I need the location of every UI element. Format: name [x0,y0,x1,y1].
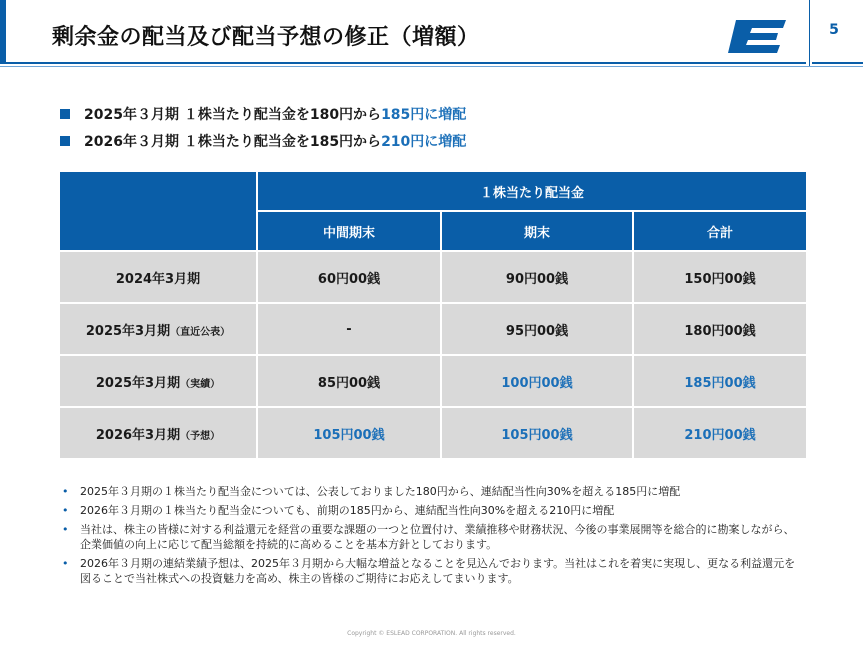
table-row [60,356,806,406]
bullet-dot-icon: • [62,557,69,570]
bullet-dot-icon: • [62,504,69,517]
column-header-total: 合計 [634,212,806,250]
left-accent-bar [0,0,6,62]
note-item [62,503,802,518]
row-label: 2026年3月期（予想） [60,408,256,458]
cell-total: 150円00銭 [634,252,806,302]
header-rule [0,62,806,64]
notes-list [62,484,802,590]
summary-text: 2025年３月期 １株当たり配当金を180円から [84,106,382,123]
company-logo [726,16,788,56]
note-text: 2026年３月期の１株当たり配当金についても、前期の185円から、連結配当性向30%を超える210円に増配 [80,504,615,517]
page-number: 5 [829,22,839,38]
copyright-footer: Copyright © ESLEAD CORPORATION. All rights reserved. [347,630,516,637]
page-title: 剰余金の配当及び配当予想の修正（増額） [52,25,480,50]
summary-bullets [60,100,466,154]
bullet-dot-icon: • [62,523,69,536]
header-rule-right [812,62,863,64]
table-row [60,408,806,458]
note-text: 2025年３月期の１株当たり配当金については、公表しておりました180円から、連結配当性向30%を超える185円に増配 [80,485,681,498]
cell-year-end: 105円00銭 [442,408,632,458]
cell-year-end: 95円00銭 [442,304,632,354]
table-row [60,304,806,354]
row-label: 2024年3月期 [60,252,256,302]
row-label: 2025年3月期（実績） [60,356,256,406]
note-text: 当社は、株主の皆様に対する利益還元を経営の重要な課題の一つと位置付け、業績推移や財務状況、今後の事業展開等を総合的に勘案しながら、企業価値の向上に応じて配当総額を持続的に高めることを基本方針としております。 [80,523,795,551]
cell-interim: 105円00銭 [258,408,440,458]
summary-highlight: 210円に増配 [381,133,467,150]
group-header: １株当たり配当金 [258,172,806,210]
square-bullet-icon [60,109,70,119]
summary-bullet [60,100,466,127]
cell-interim: - [258,304,440,354]
header-divider [809,0,810,66]
column-header-year-end: 期末 [442,212,632,250]
note-item [62,556,802,586]
summary-highlight: 185円に増配 [381,106,467,123]
note-text: 2026年３月期の連結業績予想は、2025年３月期から大幅な増益となることを見込んでおります。当社はこれを着実に実現し、更なる利益還元を図ることで当社株式への投資魅力を高め、株主の皆様のご期待にお応えしてまいります。 [80,557,796,585]
row-label: 2025年3月期（直近公表） [60,304,256,354]
table-row [60,252,806,302]
table-corner-header [60,172,256,250]
bullet-dot-icon: • [62,485,69,498]
cell-interim: 60円00銭 [258,252,440,302]
cell-year-end: 100円00銭 [442,356,632,406]
column-header-interim: 中間期末 [258,212,440,250]
dividend-table [58,170,808,460]
square-bullet-icon [60,136,70,146]
cell-total: 210円00銭 [634,408,806,458]
note-item [62,484,802,499]
header-rule-thin [0,66,863,67]
note-item [62,522,802,552]
summary-bullet [60,127,466,154]
cell-total: 180円00銭 [634,304,806,354]
cell-total: 185円00銭 [634,356,806,406]
cell-year-end: 90円00銭 [442,252,632,302]
summary-text: 2026年３月期 １株当たり配当金を185円から [84,133,382,150]
cell-interim: 85円00銭 [258,356,440,406]
